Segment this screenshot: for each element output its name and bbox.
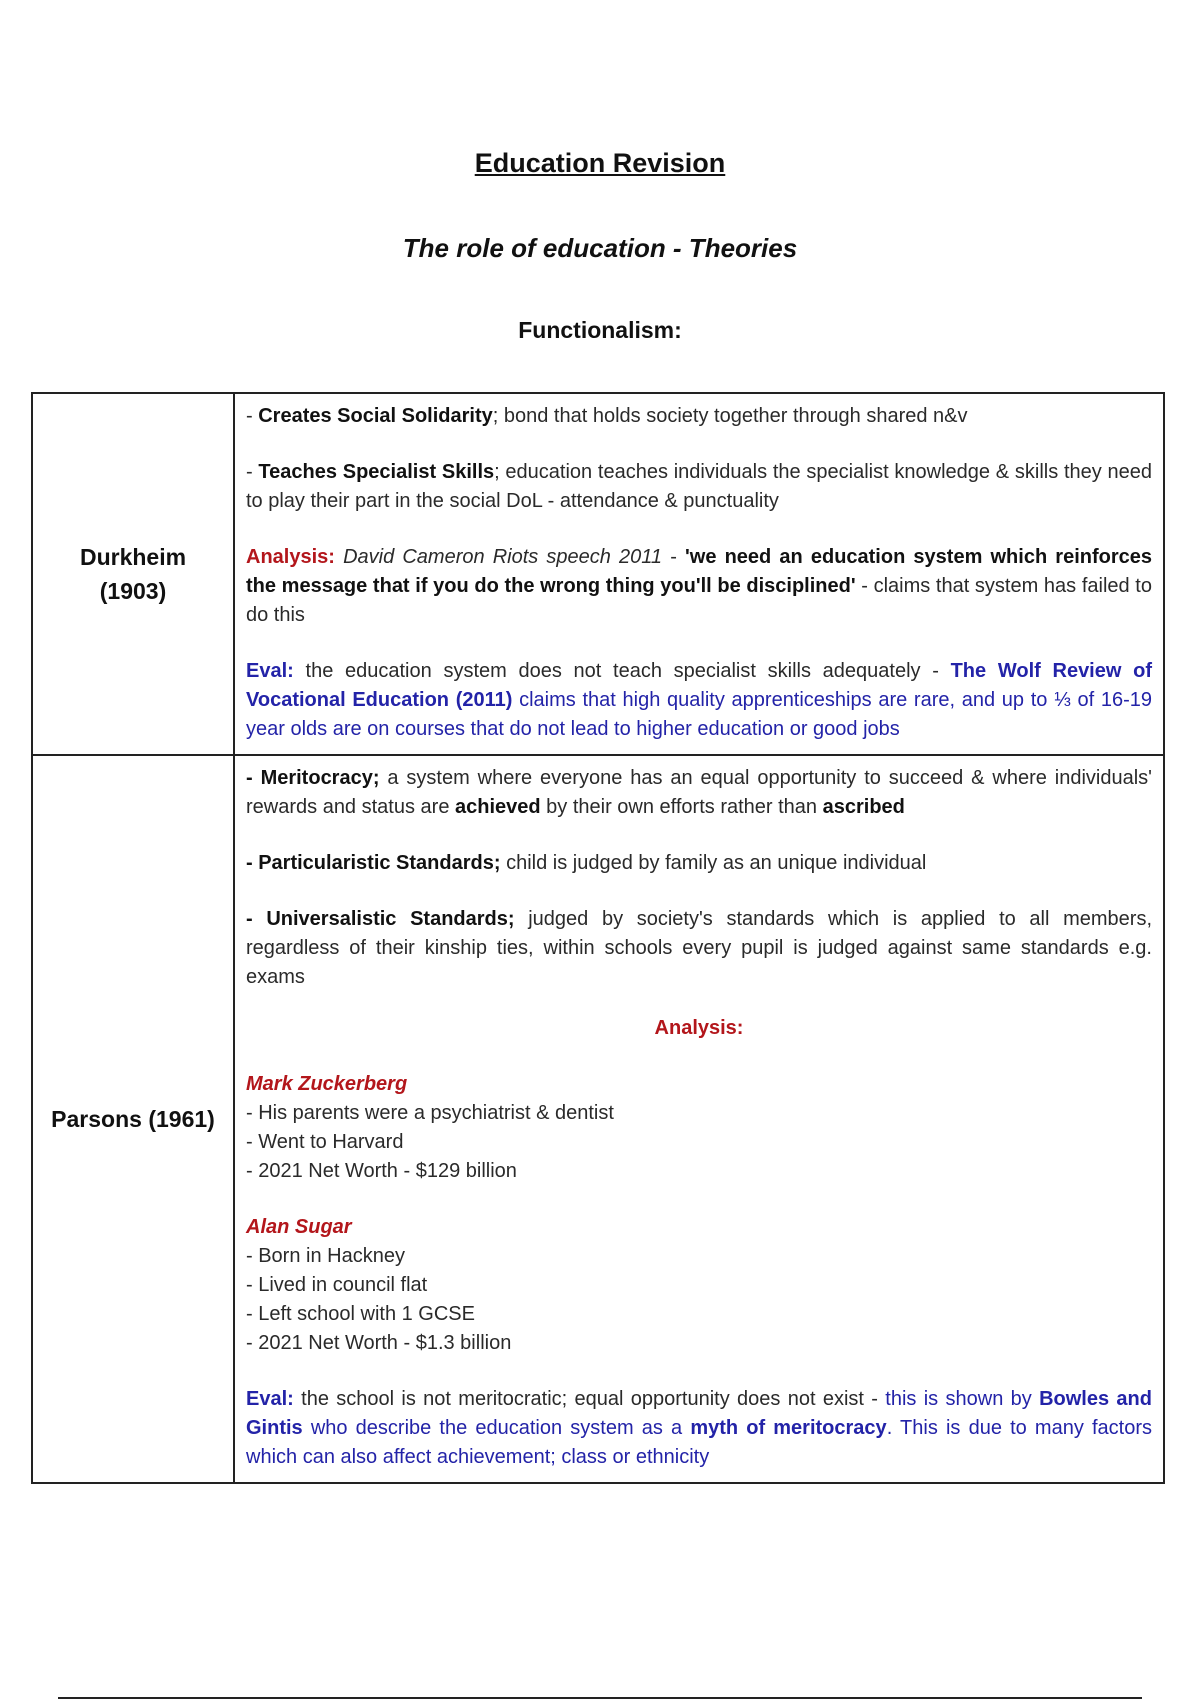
analysis-separator: - bbox=[662, 546, 685, 568]
point-term: Particularistic Standards; bbox=[258, 852, 501, 874]
bullet-dash: - bbox=[246, 767, 261, 789]
list-item: - His parents were a psychiatrist & dentist bbox=[246, 1102, 614, 1124]
eval-blue-text: this is shown by bbox=[885, 1388, 1040, 1410]
parsons-point-universalistic bbox=[246, 905, 1152, 992]
analysis-label: Analysis: bbox=[246, 546, 335, 568]
eval-rest: claims that high quality apprenticeships are rare, and up to ⅓ of 16-19 year olds are on courses that do not lead to higher education or good jobs bbox=[246, 689, 1152, 740]
list-item: - Went to Harvard bbox=[246, 1131, 404, 1153]
point-emphasis: ascribed bbox=[822, 796, 905, 818]
parsons-row bbox=[32, 755, 1164, 1483]
eval-text: the education system does not teach specialist skills adequately - bbox=[293, 660, 951, 682]
eval-source: The Wolf Review of Vocational Education (2011) bbox=[246, 660, 1152, 711]
eval-blue-text: who describe the education system as a bbox=[302, 1417, 691, 1439]
bullet-dash: - bbox=[246, 908, 267, 930]
eval-rest: . This is due to many factors which can also affect achievement; class or ethnicity bbox=[246, 1417, 1152, 1468]
point-text: child is judged by family as an unique individual bbox=[500, 852, 927, 874]
footer-divider bbox=[58, 1697, 1142, 1699]
parsons-point-meritocracy bbox=[246, 764, 1152, 822]
parsons-content-cell bbox=[234, 755, 1164, 1483]
page-title: Education Revision bbox=[474, 148, 726, 178]
parsons-eval bbox=[246, 1385, 1152, 1472]
eval-emphasis: myth of meritocracy bbox=[690, 1417, 887, 1439]
case-name: Mark Zuckerberg bbox=[246, 1073, 408, 1095]
point-text: ; bond that holds society together through shared n&v bbox=[492, 405, 968, 427]
point-text: judged by society's standards which is applied to all members, regardless of their kinship ties, within schools every pupil is judged against same standards e.g. exams bbox=[246, 908, 1152, 988]
list-item: - 2021 Net Worth - $1.3 billion bbox=[246, 1332, 512, 1354]
parsons-name: Parsons (1961) bbox=[51, 1106, 215, 1132]
bullet-dash: - bbox=[246, 461, 259, 483]
analysis-text: - claims that system has failed to do this bbox=[246, 575, 1152, 626]
point-text: a system where everyone has an equal opportunity to succeed & where individuals' rewards and status are bbox=[246, 767, 1152, 818]
durkheim-analysis bbox=[246, 543, 1152, 630]
point-emphasis: achieved bbox=[455, 796, 541, 818]
eval-source: Bowles and Gintis bbox=[246, 1388, 1152, 1439]
list-item: - 2021 Net Worth - $129 billion bbox=[246, 1160, 517, 1182]
durkheim-name: Durkheim bbox=[79, 544, 187, 570]
bullet-dash: - bbox=[246, 405, 259, 427]
point-text: ; education teaches individuals the specialist knowledge & skills they need to play their part in the social DoL - attendance & punctuality bbox=[246, 461, 1153, 512]
durkheim-point-skills bbox=[246, 458, 1152, 516]
durkheim-row bbox=[32, 393, 1164, 755]
point-term: Meritocracy; bbox=[260, 767, 380, 789]
case-facts-list bbox=[246, 1242, 1152, 1358]
list-item: - Born in Hackney bbox=[246, 1245, 405, 1267]
point-term: Teaches Specialist Skills bbox=[258, 461, 495, 483]
durkheim-year: (1903) bbox=[99, 578, 167, 604]
case-alan-sugar bbox=[246, 1213, 1152, 1358]
bullet-dash: - bbox=[246, 852, 259, 874]
point-term: Creates Social Solidarity bbox=[258, 405, 493, 427]
list-item: - Lived in council flat bbox=[246, 1274, 428, 1296]
case-name: Alan Sugar bbox=[246, 1216, 352, 1238]
list-item: - Left school with 1 GCSE bbox=[246, 1303, 475, 1325]
durkheim-name-cell bbox=[32, 393, 234, 755]
durkheim-eval bbox=[246, 657, 1152, 744]
analysis-source: David Cameron Riots speech 2011 bbox=[343, 546, 663, 568]
eval-label: Eval: bbox=[246, 1388, 294, 1410]
point-term: Universalistic Standards; bbox=[266, 908, 515, 930]
eval-label: Eval: bbox=[246, 660, 294, 682]
parsons-name-cell bbox=[32, 755, 234, 1483]
case-mark-zuckerberg bbox=[246, 1070, 1152, 1186]
theories-table bbox=[31, 392, 1165, 1484]
parsons-point-particularistic bbox=[246, 849, 1152, 878]
point-text: by their own efforts rather than bbox=[540, 796, 823, 818]
parsons-analysis-heading: Analysis: bbox=[654, 1017, 744, 1039]
section-heading: Functionalism: bbox=[518, 317, 682, 343]
durkheim-point-solidarity bbox=[246, 402, 1152, 431]
durkheim-content-cell bbox=[234, 393, 1164, 755]
eval-text: the school is not meritocratic; equal opportunity does not exist - bbox=[293, 1388, 886, 1410]
analysis-quote: 'we need an education system which reinforces the message that if you do the wrong thing you'll be disciplined' bbox=[246, 546, 1153, 597]
page-subtitle: The role of education - Theories bbox=[402, 233, 798, 263]
case-facts-list bbox=[246, 1099, 1152, 1186]
